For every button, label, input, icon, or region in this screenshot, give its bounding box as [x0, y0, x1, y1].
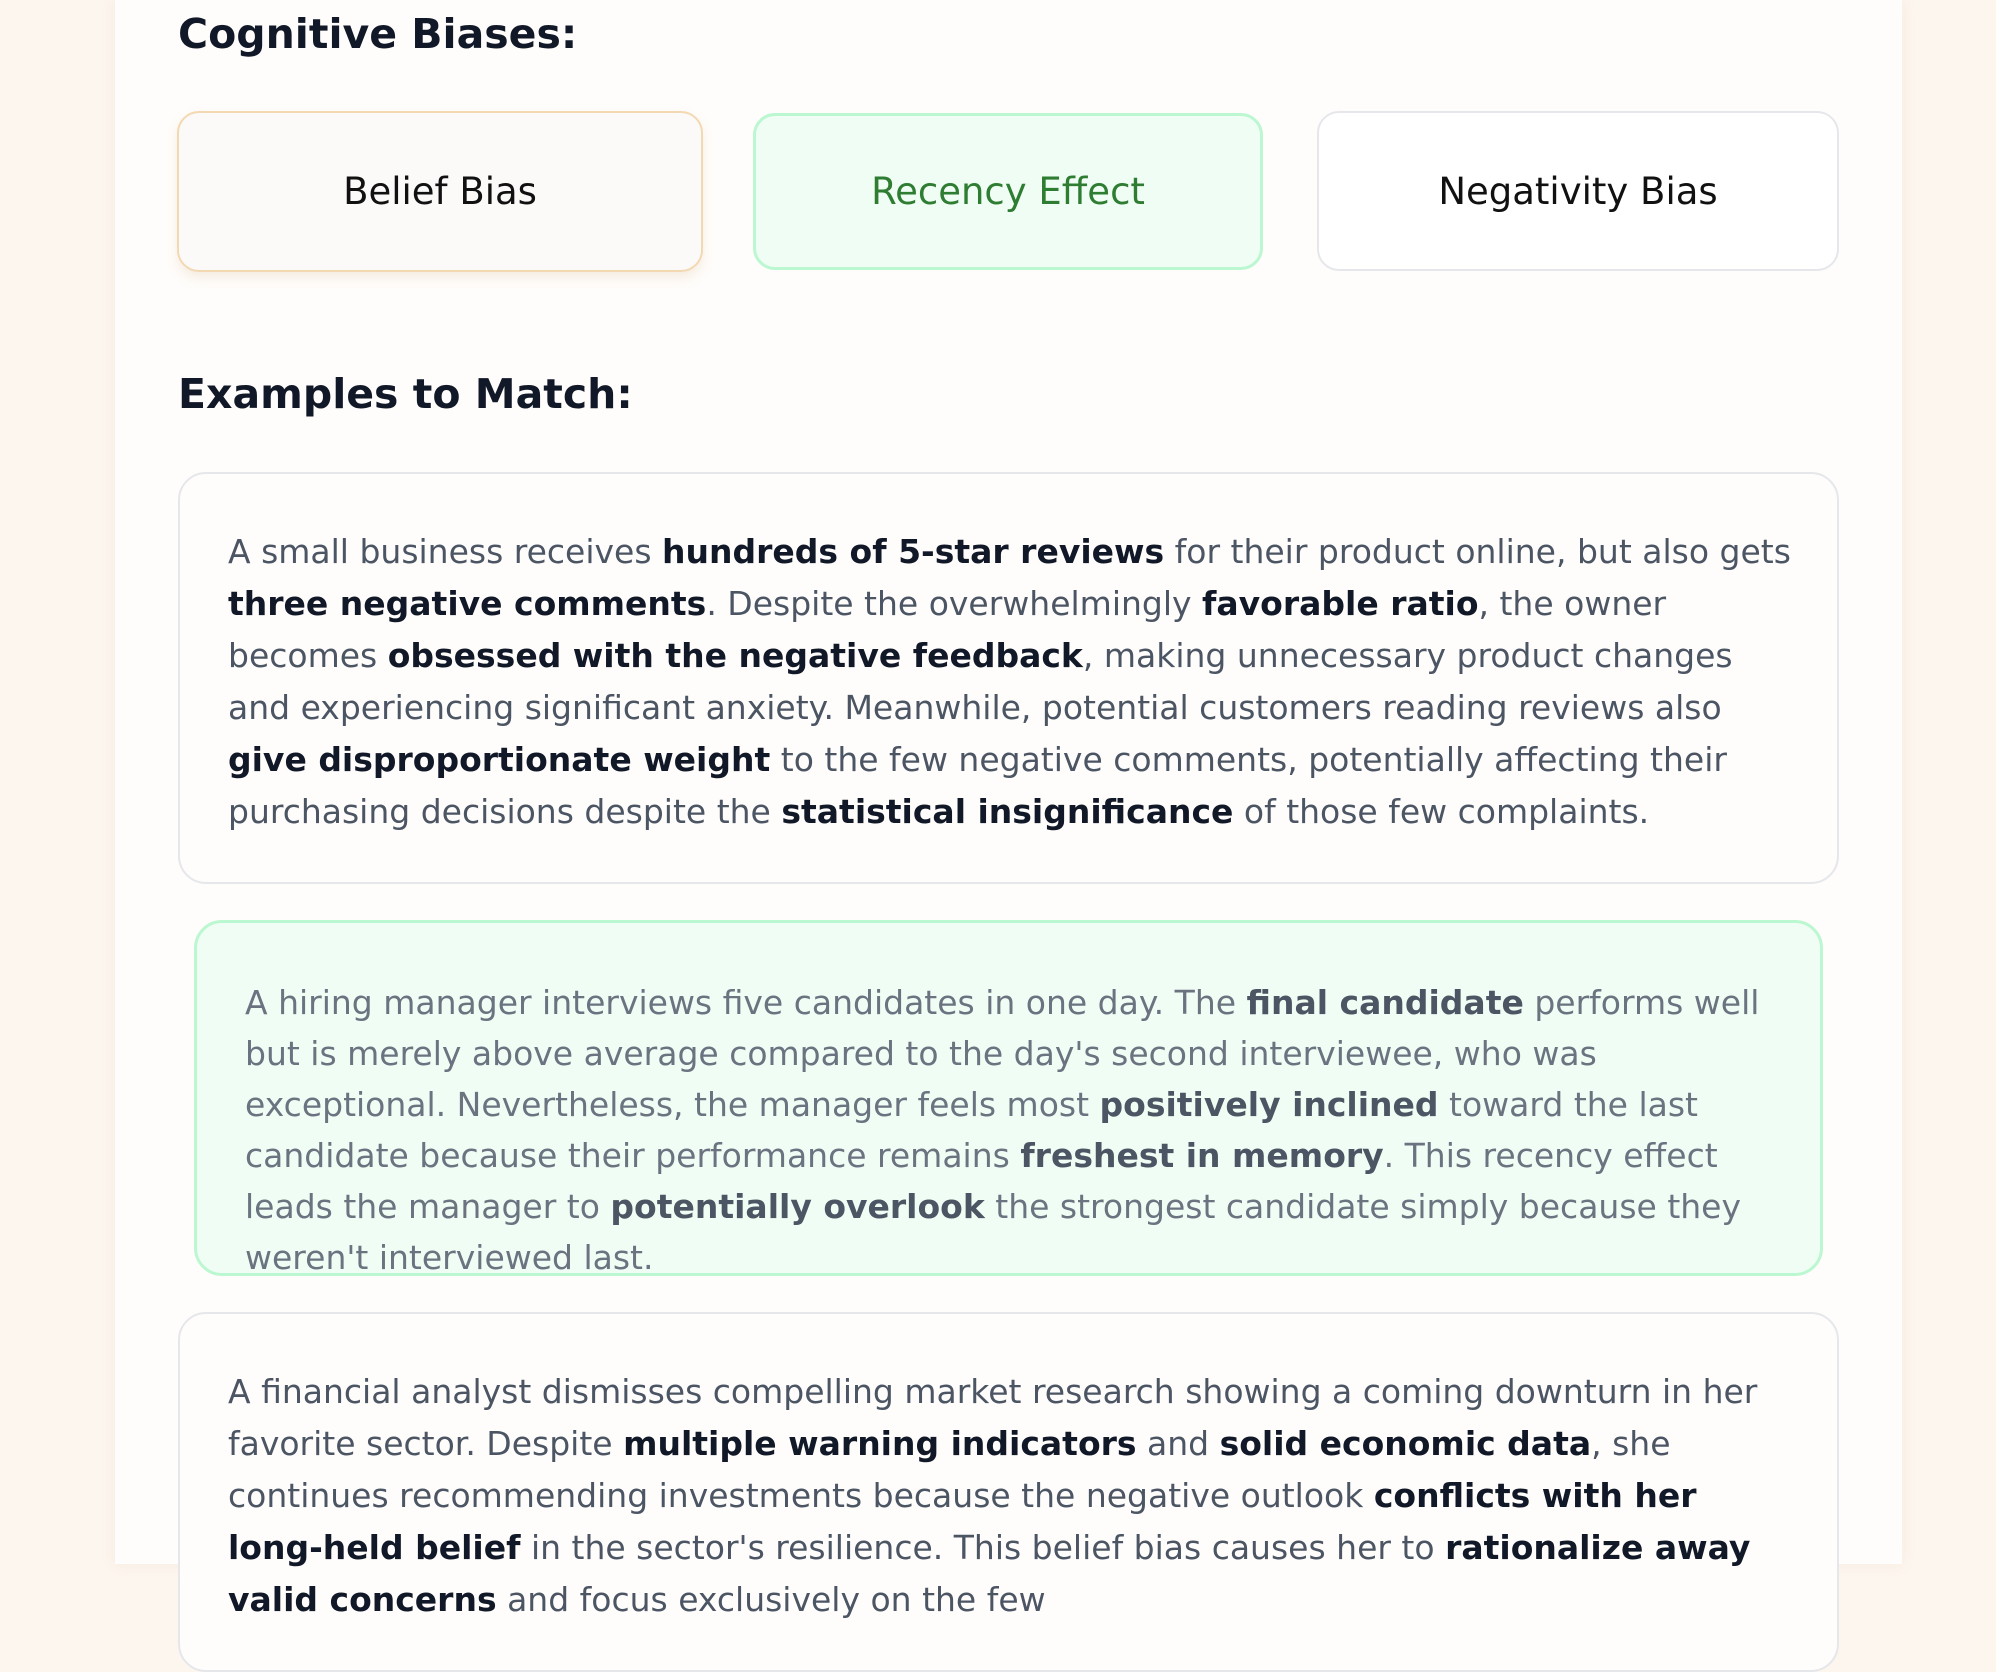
example-text-segment: , the owner becomes	[228, 584, 1667, 675]
cognitive-biases-heading: Cognitive Biases:	[178, 10, 578, 58]
example-key-phrase: hundreds of 5-star reviews	[662, 532, 1165, 571]
example-text	[245, 977, 1784, 1283]
example-key-phrase: positively inclined	[1099, 1085, 1439, 1124]
example-text-segment: the strongest candidate simply because they weren't interviewed last.	[245, 1187, 1742, 1277]
example-key-phrase: three negative comments	[228, 584, 707, 623]
example-text-segment: toward the last candidate because their performance remains	[245, 1085, 1698, 1175]
example-text-segment: , she continues recommending investments because the negative outlook	[228, 1424, 1671, 1515]
example-text-segment: A financial analyst dismisses compelling market research showing a coming downturn in her favorite sector. Despite	[228, 1372, 1758, 1463]
example-key-phrase: conflicts with her long-held belief	[228, 1476, 1697, 1567]
bias-card-negativity-bias[interactable]: Negativity Bias	[1317, 111, 1839, 271]
example-key-phrase: freshest in memory	[1020, 1136, 1384, 1175]
example-card-recency[interactable]	[194, 920, 1823, 1276]
example-key-phrase: favorable ratio	[1202, 584, 1479, 623]
bias-card-recency-effect[interactable]: Recency Effect	[753, 113, 1263, 270]
example-card-belief[interactable]	[178, 1312, 1839, 1672]
example-key-phrase: solid economic data	[1219, 1424, 1592, 1463]
example-text	[228, 1366, 1801, 1626]
example-text-segment: and focus exclusively on the few	[496, 1580, 1046, 1619]
example-key-phrase: multiple warning indicators	[623, 1424, 1137, 1463]
example-text-segment: performs well but is merely above average compared to the day's second interviewee, who was exceptional. Nevertheless, the manager feels most	[245, 983, 1760, 1124]
example-text-segment: to the few negative comments, potentially affecting their purchasing decisions despite the	[228, 740, 1727, 831]
example-text-segment: A small business receives	[228, 532, 663, 571]
example-key-phrase: obsessed with the negative feedback	[387, 636, 1083, 675]
example-text-segment: and	[1136, 1424, 1220, 1463]
example-key-phrase: give disproportionate weight	[228, 740, 771, 779]
example-text-segment: , making unnecessary product changes and experiencing significant anxiety. Meanwhile, potential customers reading reviews also	[228, 636, 1733, 727]
example-text-segment: in the sector's resilience. This belief bias causes her to	[520, 1528, 1446, 1567]
example-text-segment: of those few complaints.	[1233, 792, 1650, 831]
matching-panel	[115, 0, 1902, 1619]
example-key-phrase: rationalize away valid concerns	[228, 1528, 1751, 1619]
example-text-segment: . Despite the overwhelmingly	[706, 584, 1203, 623]
example-text-segment: for their product online, but also gets	[1164, 532, 1791, 571]
examples-to-match-heading: Examples to Match:	[178, 370, 633, 418]
example-text-segment: A hiring manager interviews five candidates in one day. The	[245, 983, 1247, 1022]
example-key-phrase: potentially overlook	[610, 1187, 985, 1226]
example-text	[228, 526, 1801, 838]
example-text-segment: . This recency effect leads the manager to	[245, 1136, 1718, 1226]
example-key-phrase: statistical insignificance	[781, 792, 1234, 831]
example-card-negativity[interactable]	[178, 472, 1839, 884]
bias-card-belief-bias[interactable]: Belief Bias	[177, 111, 703, 272]
example-key-phrase: final candidate	[1246, 983, 1524, 1022]
